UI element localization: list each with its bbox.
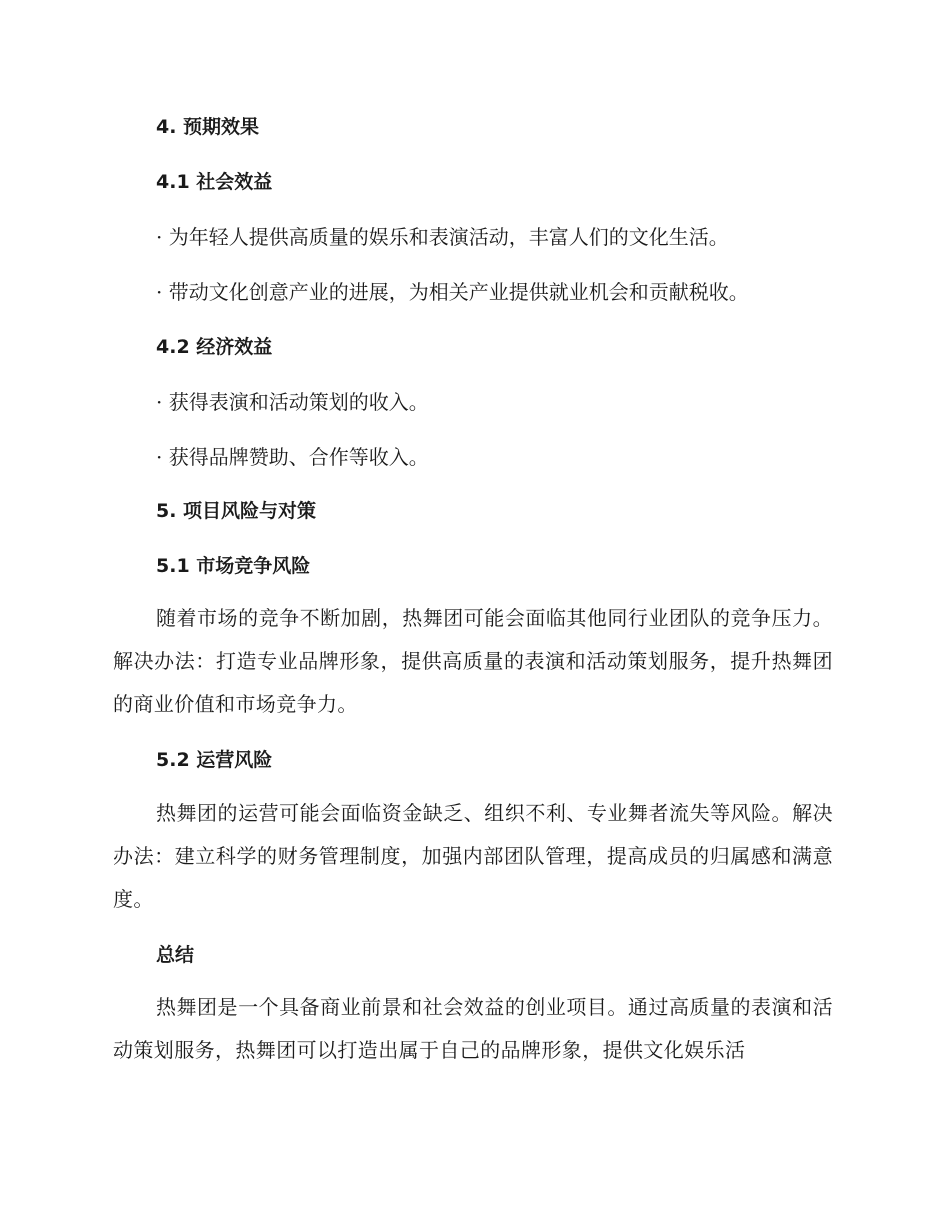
section-5-1-paragraph: 随着市场的竞争不断加剧，热舞团可能会面临其他同行业团队的竞争压力。解决办法：打造专业品牌形象，提供高质量的表演和活动策划服务，提升热舞团的商业价值和市场竞争力。 — [113, 606, 833, 716]
section-4-2-heading: 4.2 经济效益 — [156, 336, 273, 358]
summary-paragraph: 热舞团是一个具备商业前景和社会效益的创业项目。通过高质量的表演和活动策划服务，热舞团可以打造出属于自己的品牌形象，提供文化娱乐活 — [113, 995, 833, 1062]
bullet-item: · 获得表演和活动策划的收入。 — [156, 390, 429, 414]
summary-heading: 总结 — [156, 944, 195, 966]
bullet-item: · 为年轻人提供高质量的娱乐和表演活动，丰富人们的文化生活。 — [156, 225, 729, 249]
bullet-item: · 获得品牌赞助、合作等收入。 — [156, 445, 429, 469]
section-4-heading: 4. 预期效果 — [156, 116, 260, 138]
section-5-1-heading: 5.1 市场竞争风险 — [156, 555, 311, 577]
section-4-1-heading: 4.1 社会效益 — [156, 171, 273, 193]
bullet-item: · 带动文化创意产业的进展，为相关产业提供就业机会和贡献税收。 — [156, 280, 749, 304]
section-5-2-heading: 5.2 运营风险 — [156, 749, 273, 771]
section-5-heading: 5. 项目风险与对策 — [156, 500, 317, 522]
section-5-2-paragraph: 热舞团的运营可能会面临资金缺乏、组织不利、专业舞者流失等风险。解决办法：建立科学的财务管理制度，加强内部团队管理，提高成员的归属感和满意度。 — [113, 801, 833, 911]
